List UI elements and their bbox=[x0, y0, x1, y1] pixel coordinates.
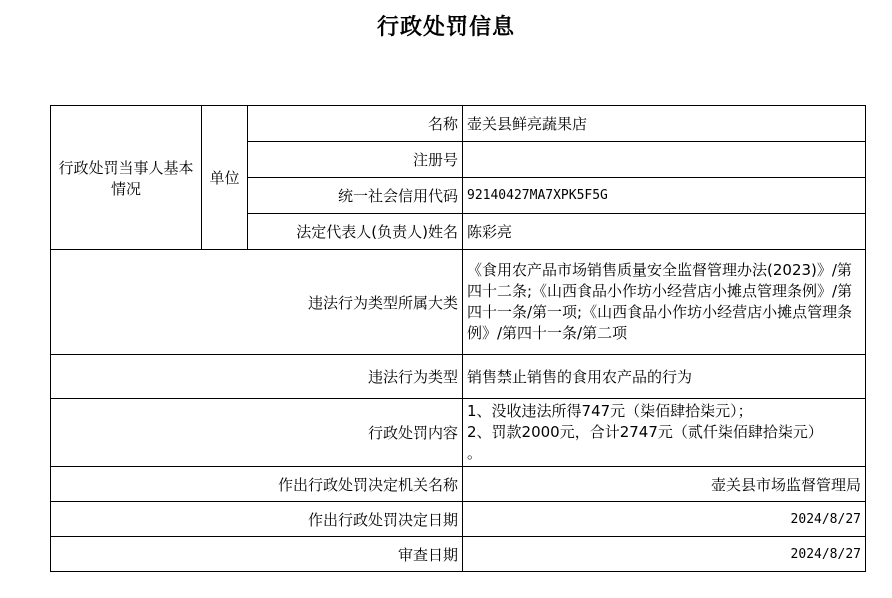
table-row bbox=[51, 355, 866, 399]
violation-type-value: 销售禁止销售的食用农产品的行为 bbox=[463, 355, 866, 399]
party-group-label bbox=[51, 106, 202, 250]
violation-category-label: 违法行为类型所属大类 bbox=[51, 250, 463, 355]
registration-number-label: 注册号 bbox=[248, 142, 463, 178]
legal-rep-value: 陈彩亮 bbox=[463, 214, 866, 250]
review-date-label: 审查日期 bbox=[51, 537, 463, 572]
table-row bbox=[51, 250, 866, 355]
name-label: 名称 bbox=[248, 106, 463, 142]
penalty-line: 1、没收违法所得747元（柒佰肆拾柒元）； bbox=[467, 402, 753, 420]
violation-type-label: 违法行为类型 bbox=[51, 355, 463, 399]
table-row bbox=[51, 537, 866, 572]
penalty-line: 2、罚款2000元，合计2747元（贰仟柒佰肆拾柒元） bbox=[467, 423, 823, 441]
party-group-label-text: 行政处罚当事人基本情况 bbox=[58, 158, 194, 198]
penalty-content-label: 行政处罚内容 bbox=[51, 399, 463, 467]
decision-date-value: 2024/8/27 bbox=[463, 502, 866, 537]
credit-code-value: 92140427MA7XPK5F5G bbox=[463, 178, 866, 214]
table-row bbox=[51, 467, 866, 502]
penalty-info-table bbox=[50, 105, 866, 572]
review-date-value: 2024/8/27 bbox=[463, 537, 866, 572]
violation-category-value: 《食用农产品市场销售质量安全监督管理办法(2023)》/第四十二条;《山西食品小作坊小经营店小摊点管理条例》/第四十一条/第一项;《山西食品小作坊小经营店小摊点管理条例》/第四十一条/第二项 bbox=[463, 250, 866, 355]
table-row bbox=[51, 502, 866, 537]
decision-date-label: 作出行政处罚决定日期 bbox=[51, 502, 463, 537]
penalty-content-value bbox=[463, 399, 866, 467]
penalty-line: 。 bbox=[467, 444, 483, 462]
party-sub-label: 单位 bbox=[202, 106, 248, 250]
credit-code-label: 统一社会信用代码 bbox=[248, 178, 463, 214]
page-title: 行政处罚信息 bbox=[376, 15, 515, 40]
registration-number-value bbox=[463, 142, 866, 178]
authority-value: 壶关县市场监督管理局 bbox=[463, 467, 866, 502]
name-value: 壶关县鲜亮蔬果店 bbox=[463, 106, 866, 142]
authority-label: 作出行政处罚决定机关名称 bbox=[51, 467, 463, 502]
table-row bbox=[51, 106, 866, 142]
table-row bbox=[51, 399, 866, 467]
legal-rep-label: 法定代表人(负责人)姓名 bbox=[248, 214, 463, 250]
